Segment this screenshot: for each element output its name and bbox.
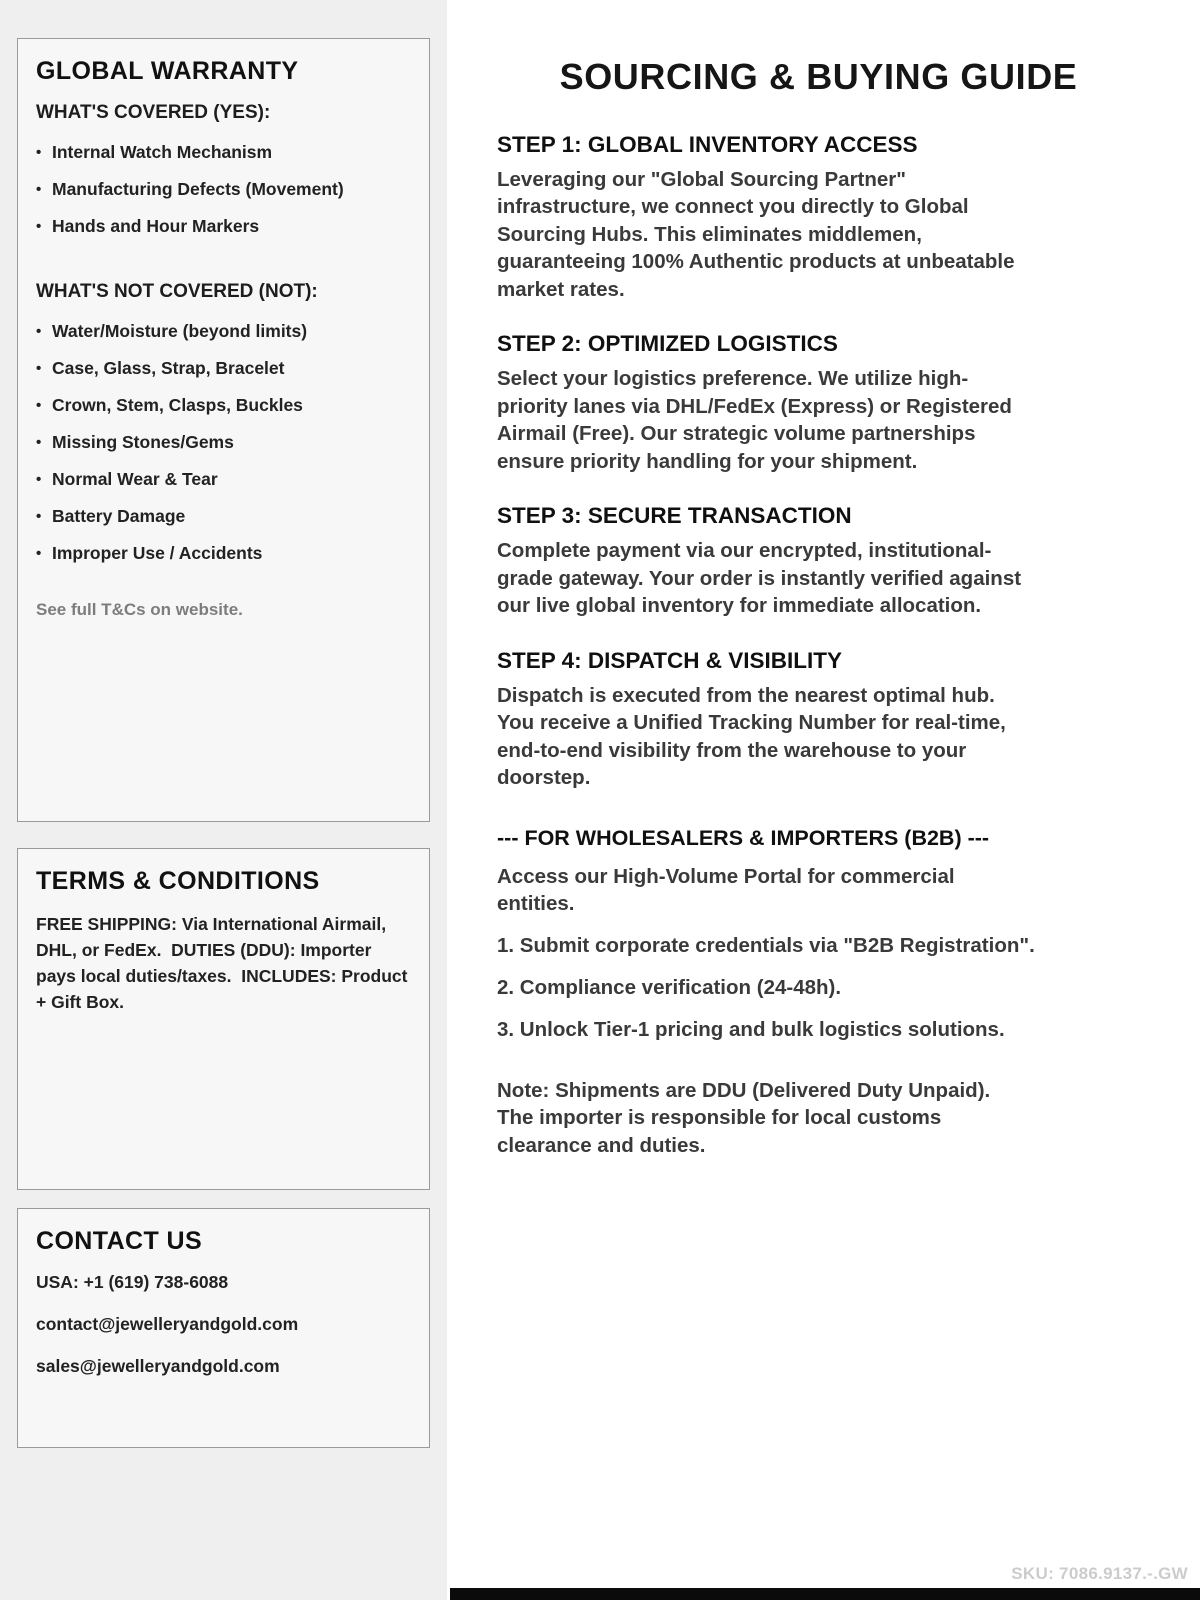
b2b-section xyxy=(497,826,1140,1160)
page-title: SOURCING & BUYING GUIDE xyxy=(559,56,1078,97)
list-item: • Missing Stones/Gems xyxy=(36,424,411,461)
covered-heading: WHAT'S COVERED (YES): xyxy=(36,102,271,123)
warranty-footnote: See full T&Cs on website. xyxy=(36,600,243,619)
step-3 xyxy=(497,503,1140,619)
b2b-item-2: 2. Compliance verification (24-48h). xyxy=(497,975,842,999)
list-item: • Normal Wear & Tear xyxy=(36,461,411,498)
b2b-note: Note: Shipments are DDU (Delivered Duty Unpaid). The importer is responsible for local customs clearance and duties. xyxy=(497,1078,991,1157)
step-3-body: Complete payment via our encrypted, institutional-grade gateway. Your order is instantly verified against our live global inventory for immediate allocation. xyxy=(497,539,1022,618)
not-covered-heading: WHAT'S NOT COVERED (NOT): xyxy=(36,281,318,302)
step-2-body: Select your logistics preference. We utilize high-priority lanes via DHL/FedEx (Express) or Registered Airmail (Free). Our strategic volume partnerships ensure priority handling for your shipment. xyxy=(497,367,1012,473)
contact-title: CONTACT US xyxy=(36,1227,203,1255)
step-2 xyxy=(497,331,1140,475)
list-item: • Crown, Stem, Clasps, Buckles xyxy=(36,387,411,424)
b2b-item-3: 3. Unlock Tier-1 pricing and bulk logistics solutions. xyxy=(497,1017,1005,1041)
sales-email: sales@jewelleryandgold.com xyxy=(36,1356,280,1376)
warranty-title: GLOBAL WARRANTY xyxy=(36,57,299,85)
b2b-heading: --- FOR WHOLESALERS & IMPORTERS (B2B) --- xyxy=(497,825,990,850)
step-1-heading: STEP 1: GLOBAL INVENTORY ACCESS xyxy=(497,132,918,157)
global-warranty-box xyxy=(17,38,430,822)
list-item: • Water/Moisture (beyond limits) xyxy=(36,313,411,350)
list-item: • Battery Damage xyxy=(36,498,411,535)
step-4-body: Dispatch is executed from the nearest optimal hub. You receive a Unified Tracking Number for real-time, end-to-end visibility from the warehouse to your doorstep. xyxy=(497,683,1006,790)
list-item: • Hands and Hour Markers xyxy=(36,208,411,245)
contact-email: contact@jewelleryandgold.com xyxy=(36,1314,299,1334)
main-content xyxy=(447,0,1200,1600)
terms-title: TERMS & CONDITIONS xyxy=(36,867,320,895)
list-item: • Internal Watch Mechanism xyxy=(36,134,411,171)
bottom-bar xyxy=(450,1588,1200,1600)
sku-label: SKU: 7086.9137.-.GW xyxy=(1011,1564,1188,1583)
step-2-heading: STEP 2: OPTIMIZED LOGISTICS xyxy=(497,331,838,357)
list-item: • Case, Glass, Strap, Bracelet xyxy=(36,350,411,387)
list-item: • Improper Use / Accidents xyxy=(36,535,411,572)
step-1 xyxy=(497,132,1140,303)
step-1-body: Leveraging our "Global Sourcing Partner" infrastructure, we connect you directly to Global Sourcing Hubs. This eliminates middlemen, guaranteeing 100% Authentic products at unbeatable market rates. xyxy=(497,168,1015,301)
not-covered-list xyxy=(36,313,411,572)
b2b-item-1: 1. Submit corporate credentials via "B2B Registration". xyxy=(497,933,1035,957)
step-4 xyxy=(497,648,1140,792)
step-4-heading: STEP 4: DISPATCH & VISIBILITY xyxy=(497,647,843,673)
terms-box xyxy=(17,848,430,1190)
sidebar xyxy=(0,0,447,1600)
b2b-intro: Access our High-Volume Portal for commercial entities. xyxy=(497,864,955,915)
contact-box xyxy=(17,1208,430,1448)
terms-body: FREE SHIPPING: Via International Airmail, DHL, or FedEx. DUTIES (DDU): Importer pays local duties/taxes. INCLUDES: Product + Gift Box. xyxy=(36,914,413,1012)
step-3-heading: STEP 3: SECURE TRANSACTION xyxy=(497,503,852,529)
covered-list xyxy=(36,134,411,245)
list-item: • Manufacturing Defects (Movement) xyxy=(36,171,411,208)
contact-phone: USA: +1 (619) 738-6088 xyxy=(36,1272,229,1292)
